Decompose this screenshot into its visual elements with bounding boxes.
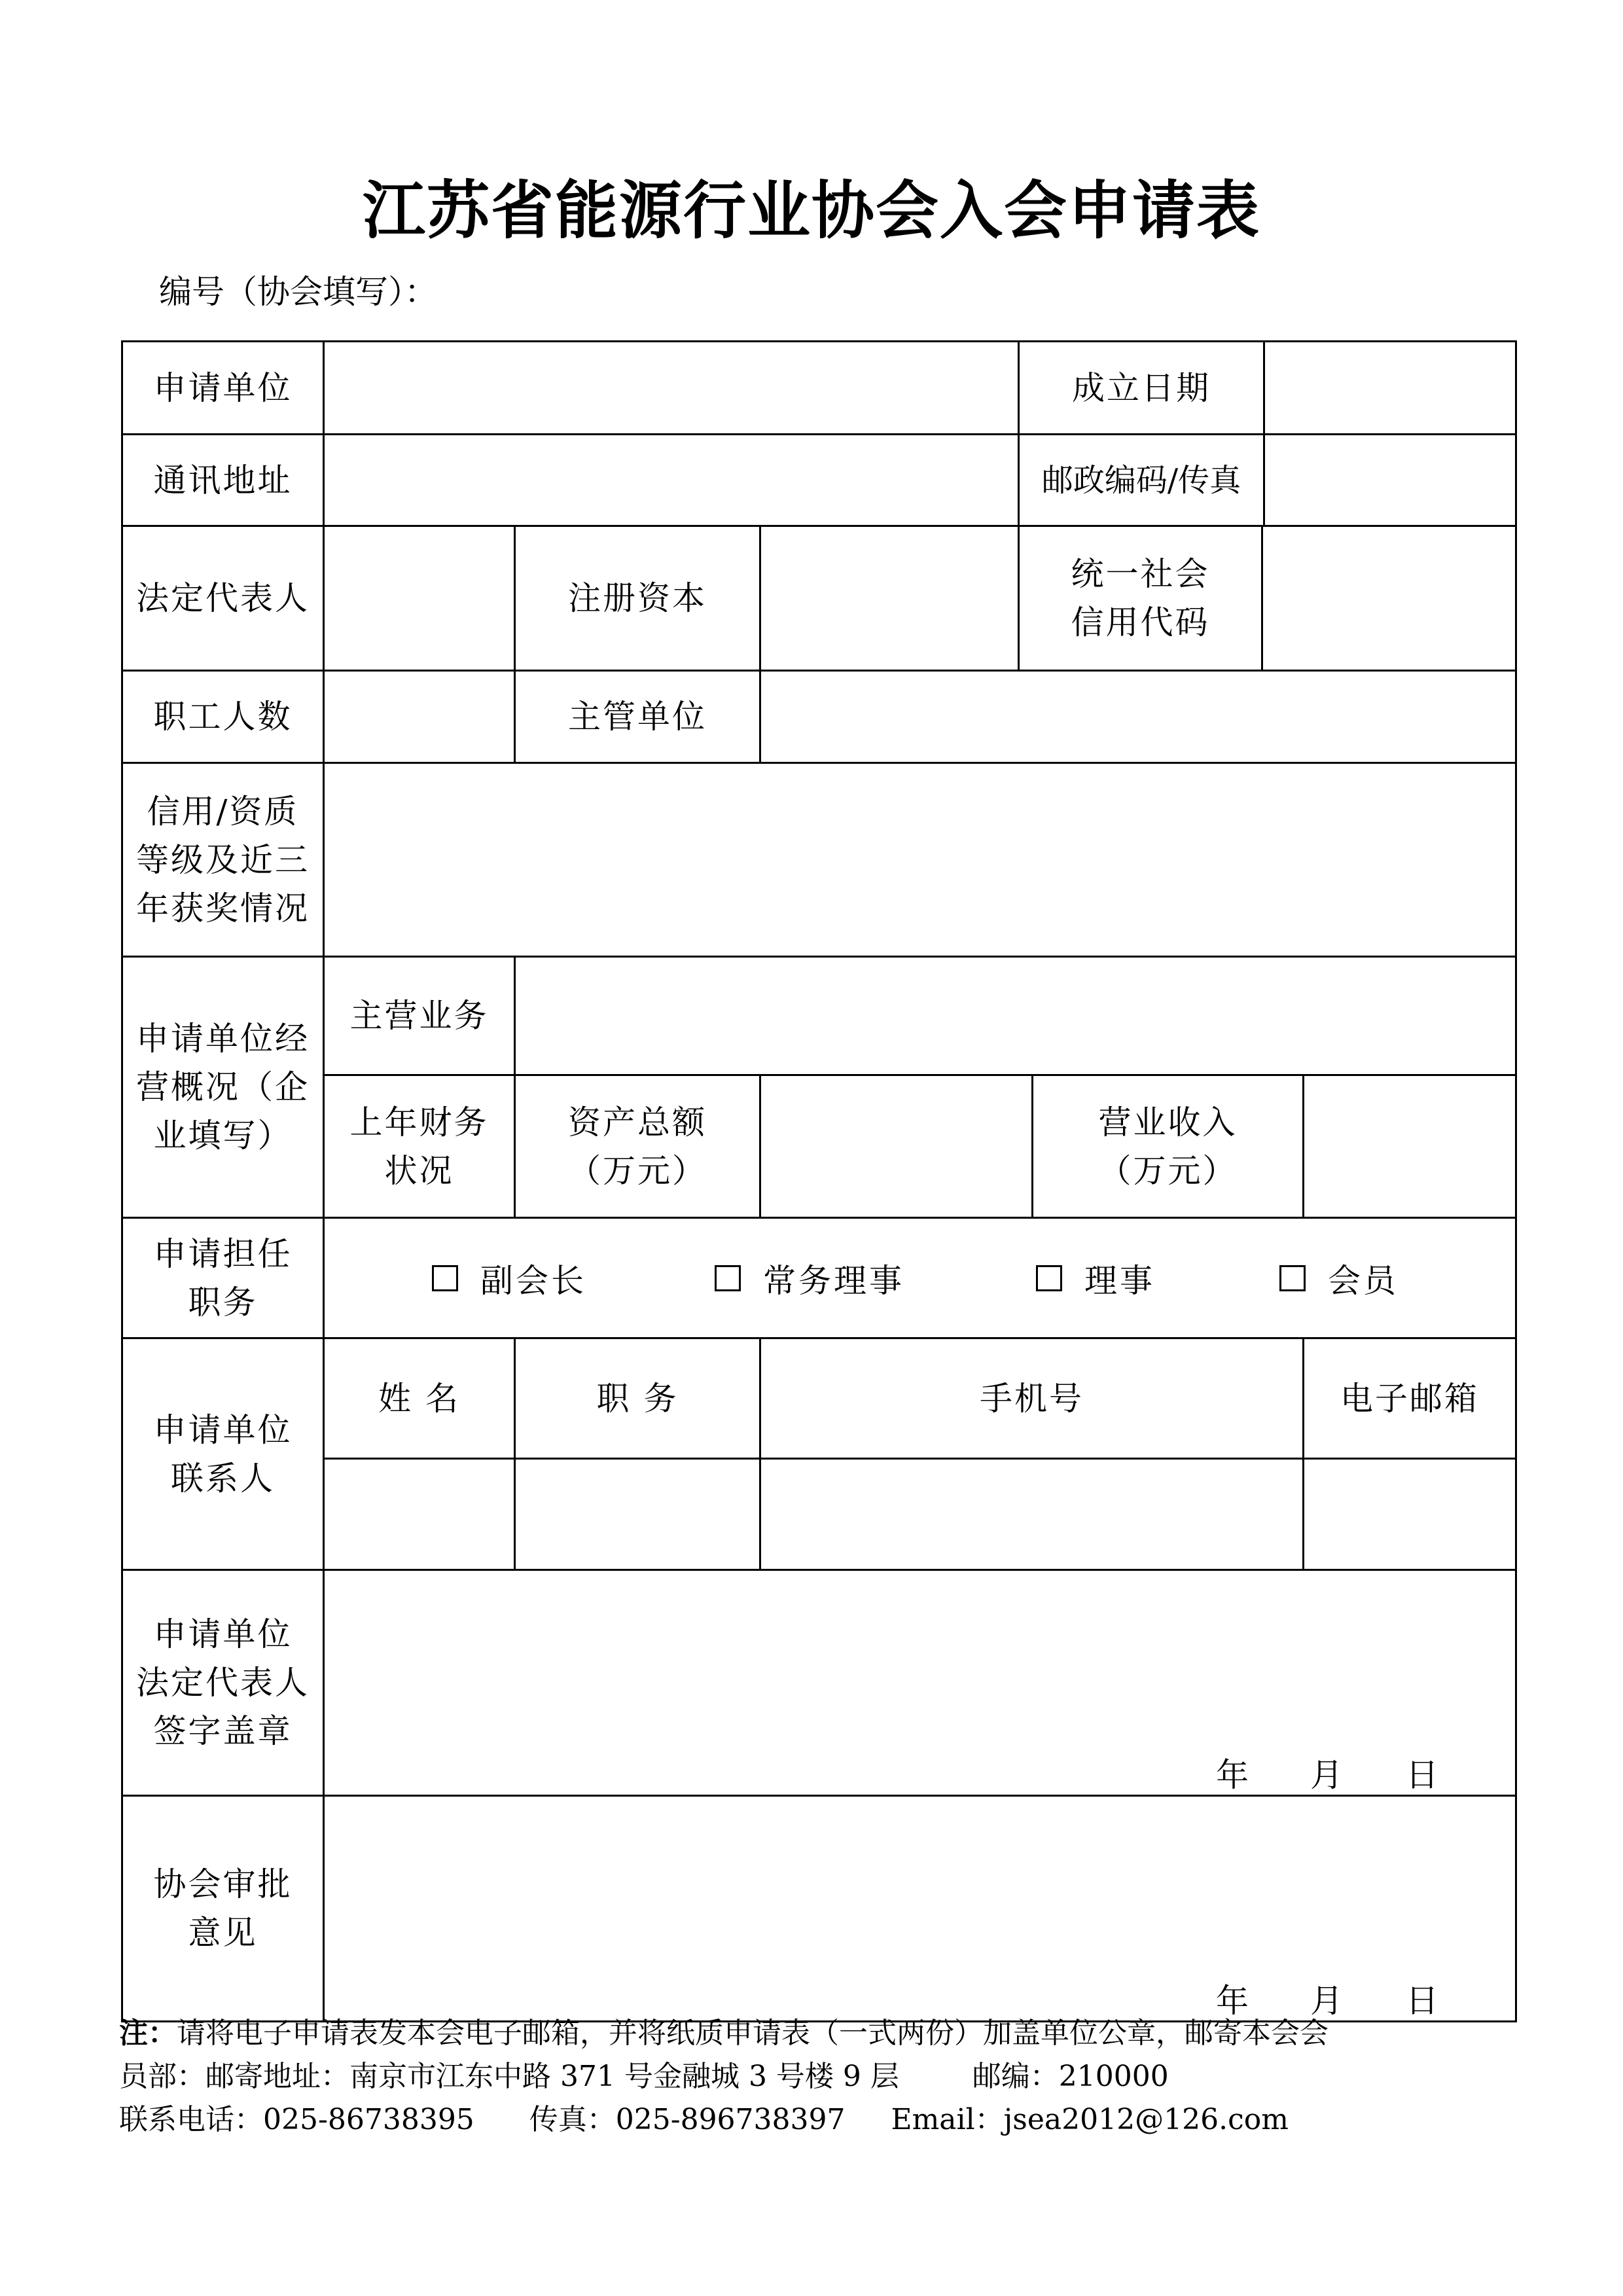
contact-email-header: 电子邮箱 <box>1340 1379 1479 1418</box>
note-line-3: 联系电话：025-86738395 传真：025-896738397 Email：jsea2012@126.com <box>119 2103 1289 2136</box>
credit-awards-label: 信用/资质 等级及近三 年获奖情况 <box>136 792 310 927</box>
note-line-1: 请将电子申请表发本会电子邮箱，并将纸质申请表（一式两份）加盖单位公章，邮寄本会会 <box>177 2017 1329 2050</box>
option-label: 会员 <box>1328 1262 1399 1300</box>
note-label: 注： <box>119 2017 177 2050</box>
credit-code-label: 统一社会 信用代码 <box>1071 555 1210 641</box>
total-assets-field[interactable] <box>761 1076 1031 1217</box>
credit-code-field[interactable] <box>1263 527 1515 670</box>
checkbox-icon[interactable] <box>715 1265 741 1291</box>
option-executive-director[interactable] <box>715 1242 904 1314</box>
postal-fax-field[interactable] <box>1265 435 1515 525</box>
address-label: 通讯地址 <box>153 461 293 499</box>
legal-rep-label: 法定代表人 <box>136 579 310 617</box>
checkbox-icon[interactable] <box>432 1265 458 1291</box>
revenue-label: 营业收入 （万元） <box>1098 1103 1238 1190</box>
serial-number-label: 编号（协会填写）： <box>159 273 437 311</box>
contact-label: 申请单位 联系人 <box>153 1410 293 1498</box>
contact-title-header: 职 务 <box>596 1379 679 1418</box>
revenue-field[interactable] <box>1304 1076 1515 1217</box>
option-vice-president[interactable] <box>432 1242 586 1314</box>
month-label: 月 <box>1310 1982 1343 2020</box>
contact-email-field[interactable] <box>1304 1460 1515 1569</box>
form-title: 江苏省能源行业协会入会申请表 <box>363 173 1260 247</box>
footer-notes <box>119 2012 1507 2142</box>
contact-name-header: 姓 名 <box>378 1379 460 1418</box>
total-assets-label: 资产总额 （万元） <box>568 1103 707 1190</box>
option-label: 理事 <box>1084 1262 1155 1300</box>
contact-mobile-header: 手机号 <box>980 1379 1084 1418</box>
contact-name-field[interactable] <box>325 1460 514 1569</box>
main-business-label: 主营业务 <box>349 997 489 1035</box>
registered-capital-field[interactable] <box>761 527 1018 670</box>
applicant-label: 申请单位 <box>153 368 293 407</box>
option-director[interactable] <box>1036 1242 1155 1314</box>
supervisor-field[interactable] <box>761 672 1515 762</box>
note-line-2: 员部：邮寄地址：南京市江东中路 371 号金融城 3 号楼 9 层 邮编：210000 <box>119 2060 1169 2093</box>
address-field[interactable] <box>325 435 1018 525</box>
last-year-finance-label: 上年财务 状况 <box>349 1103 489 1190</box>
applicant-field[interactable] <box>325 342 1018 433</box>
year-label: 年 <box>1216 1756 1249 1794</box>
contact-mobile-field[interactable] <box>761 1460 1302 1569</box>
registered-capital-label: 注册资本 <box>568 579 707 617</box>
option-label: 常务理事 <box>763 1262 904 1300</box>
employees-label: 职工人数 <box>153 698 293 736</box>
credit-awards-field[interactable] <box>325 764 1515 956</box>
signature-label: 申请单位 法定代表人 签字盖章 <box>136 1615 310 1750</box>
year-label: 年 <box>1216 1982 1249 2020</box>
supervisor-label: 主管单位 <box>568 698 707 736</box>
postal-fax-label: 邮政编码/传真 <box>1041 461 1241 499</box>
day-label: 日 <box>1406 1982 1438 2020</box>
rule <box>1515 340 1517 2022</box>
employees-field[interactable] <box>325 672 514 762</box>
day-label: 日 <box>1406 1756 1438 1794</box>
founded-field[interactable] <box>1265 342 1515 433</box>
main-business-field[interactable] <box>516 958 1515 1074</box>
checkbox-icon[interactable] <box>1279 1265 1306 1291</box>
position-apply-label: 申请担任 职务 <box>153 1234 293 1321</box>
checkbox-icon[interactable] <box>1036 1265 1062 1291</box>
rule <box>121 1217 1517 1219</box>
option-label: 副会长 <box>480 1262 586 1300</box>
option-member[interactable] <box>1279 1242 1399 1314</box>
operation-label: 申请单位经 营概况（企 业填写） <box>136 1020 310 1155</box>
legal-rep-field[interactable] <box>325 527 514 670</box>
month-label: 月 <box>1310 1756 1343 1794</box>
contact-title-field[interactable] <box>516 1460 759 1569</box>
approval-label: 协会审批 意见 <box>153 1865 293 1952</box>
founded-label: 成立日期 <box>1072 368 1211 407</box>
